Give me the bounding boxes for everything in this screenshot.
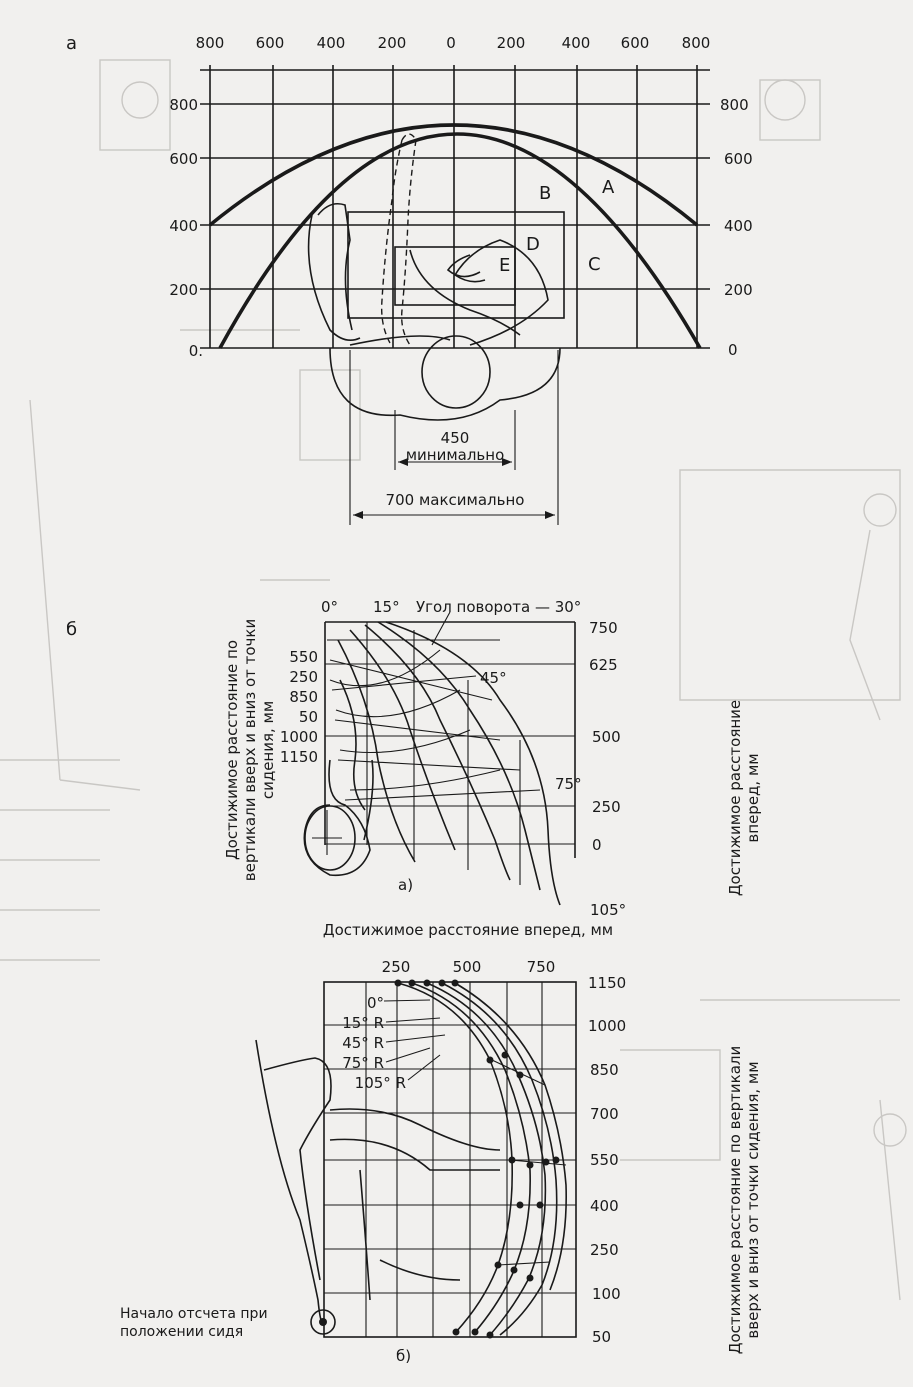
tick-label: 1150 [588, 974, 627, 992]
legend-item: 75° R [342, 1054, 384, 1072]
tick-label: 800 [169, 96, 198, 114]
tick-label: 850 [590, 1061, 619, 1079]
axis-label-line: Достижимое расстояние по [223, 639, 241, 861]
tick-label: 625 [589, 656, 618, 674]
part-a-left-ticks [169, 96, 203, 360]
part-a-top-ticks [196, 34, 711, 52]
tick-label: 1150 [279, 748, 318, 766]
chart-b-top-ticks [382, 958, 556, 976]
axis-label-line: сидения, мм [259, 700, 277, 800]
tick-label: 1000 [279, 728, 318, 746]
tick-label: 200 [496, 34, 526, 52]
tick-label: 200 [169, 281, 198, 299]
inner-reach-arc [220, 134, 700, 348]
person-top-view-sketch [309, 134, 560, 420]
chart-a-left-ticks [280, 648, 318, 766]
tick-label: 600 [724, 150, 753, 168]
axis-label-line: вперед, мм [744, 753, 762, 843]
zone-labels [499, 177, 615, 276]
chart-a-left-axis-label [223, 619, 277, 881]
origin-label-line: положении сидя [120, 1324, 244, 1340]
chart-b-caption: б) [396, 1347, 412, 1365]
angle-45-label: 45° [480, 669, 507, 687]
legend-item: 15° R [342, 1014, 384, 1032]
zone-d-rectangle [348, 212, 564, 318]
tick-label: 700 [590, 1105, 619, 1123]
chart-b-right-axis-label [726, 1046, 762, 1355]
tick-label: 600 [169, 150, 198, 168]
tick-label: 500 [592, 728, 621, 746]
origin-label-line: Начало отсчета при [120, 1306, 268, 1322]
chart-a-right-ticks [589, 619, 621, 854]
tick-label: 0 [728, 341, 738, 359]
tick-label: 250 [590, 1241, 619, 1259]
tick-label: 600 [255, 34, 285, 52]
part-a-letter: а [66, 33, 78, 54]
min-text-label: минимально [405, 446, 505, 464]
min-value-label: 450 [440, 429, 470, 447]
zone-label-e: E [499, 255, 511, 276]
axis-label-line: вверх и вниз от точки сидения, мм [744, 1061, 762, 1339]
tick-label: 50 [592, 1328, 612, 1346]
tick-label: 1000 [588, 1017, 627, 1035]
tick-label: 100 [592, 1285, 621, 1303]
chart-a-x-axis-label: Достижимое расстояние вперед, мм [322, 921, 614, 939]
tick-label: 400 [590, 1197, 619, 1215]
tick-label: 200 [724, 281, 753, 299]
zone-label-b: B [539, 183, 552, 204]
tick-label: 50 [298, 708, 318, 726]
chart-b-reach-curves [384, 980, 566, 1339]
tick-label: 800 [720, 96, 749, 114]
tick-label: 500 [452, 958, 482, 976]
chart-b-legend [342, 994, 406, 1092]
tick-label: 400 [724, 217, 753, 235]
tick-label: 550 [590, 1151, 619, 1169]
legend-item: 0° [366, 994, 384, 1012]
rotation-angle-title: Угол поворота — 30° [416, 598, 582, 616]
legend-item: 105° R [354, 1074, 406, 1092]
zone-label-c: C [588, 254, 601, 275]
tick-label: 550 [289, 648, 318, 666]
part-b-letter: б [66, 619, 78, 640]
part-a-right-ticks [720, 96, 753, 359]
axis-label-line: Достижимое расстояние [726, 699, 744, 897]
tick-label: 850 [289, 688, 318, 706]
tick-label: 0. [188, 342, 203, 360]
axis-label-line: Достижимое расстояние по вертикали [726, 1045, 744, 1355]
tick-label: 600 [620, 34, 650, 52]
origin-label [120, 1306, 268, 1340]
tick-label: 400 [316, 34, 346, 52]
axis-label-line: вертикали вверх и вниз от точки [241, 618, 259, 882]
tick-label: 0 [446, 34, 456, 52]
tick-label: 750 [589, 619, 618, 637]
tick-label: 250 [592, 798, 621, 816]
tick-label: 800 [681, 34, 711, 52]
max-dimension-label: 700 максимально [385, 491, 525, 509]
legend-item: 45° R [342, 1034, 384, 1052]
angle-0-label: 0° [321, 598, 339, 616]
tick-label: 200 [377, 34, 407, 52]
zone-e-rectangle [395, 247, 515, 305]
angle-15-label: 15° [373, 598, 400, 616]
zone-label-d: D [526, 234, 540, 255]
tick-label: 400 [169, 217, 198, 235]
angle-75-label: 75° [555, 775, 582, 793]
zone-label-a: A [602, 177, 615, 198]
angle-105-label: 105° [590, 901, 627, 919]
tick-label: 0 [592, 836, 602, 854]
chart-a-right-axis-label [726, 700, 762, 896]
chart-a-axes [325, 622, 575, 885]
tick-label: 250 [381, 958, 411, 976]
tick-label: 250 [289, 668, 318, 686]
background-bleed-through [0, 60, 906, 1300]
tick-label: 400 [561, 34, 591, 52]
tick-label: 800 [195, 34, 225, 52]
tick-label: 750 [526, 958, 556, 976]
chart-a-caption: а) [398, 876, 414, 894]
